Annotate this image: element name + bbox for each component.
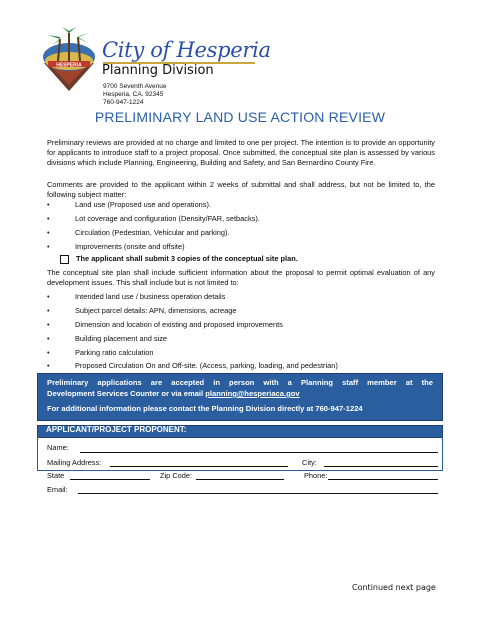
mailing-address-label: Mailing Address: (47, 458, 102, 467)
email-link[interactable]: planning@hesperiaca.gov (205, 389, 300, 398)
copies-checkbox[interactable] (60, 255, 69, 264)
email-field[interactable] (78, 493, 438, 494)
applicant-note: The applicant shall submit 3 copies of the conceptual site plan. (76, 254, 298, 263)
city-seal-logo (40, 27, 98, 93)
list-item: • Dimension and location of existing and proposed improvements (47, 320, 283, 329)
list-item: • Lot coverage and configuration (Density/FAR, setbacks). (47, 214, 260, 223)
notice-line-2: Development Services Counter or via email planning@hesperiaca.gov (47, 389, 300, 398)
comments-paragraph: Comments are provided to the applicant within 2 weeks of submittal and shall address, but not be limited to, the following subject matter: (47, 180, 435, 200)
notice-line-1: Preliminary applications are accepted in person with a Planning staff member at the (47, 378, 433, 387)
seal-lettering: HESPERIA (56, 62, 82, 69)
email-label: Email: (47, 485, 68, 494)
list-item: • Circulation (Pedestrian, Vehicular and parking). (47, 228, 230, 237)
page-title: PRELIMINARY LAND USE ACTION REVIEW (94, 109, 386, 125)
mailing-address-field[interactable] (110, 466, 288, 467)
zip-code-label: Zip Code: (160, 471, 193, 480)
city-label: City: (302, 458, 317, 467)
state-label: State (47, 471, 65, 480)
division-name: Planning Division (102, 63, 214, 78)
notice-line-3: For additional information please contact the Planning Division directly at 760-947-1224 (47, 404, 363, 413)
section-heading: APPLICANT/PROJECT PROPONENT: (46, 425, 187, 434)
phone-label: Phone: (304, 471, 328, 480)
intro-paragraph: Preliminary reviews are provided at no charge and limited to one per project. The intention is to provide an opportunity for applicants to introduce staff to a project proposal. Once submitted, the conceptual site plan is assessed by various divisions which include Planning, Engineering, Building and Safety, and San Bernardino County Fire. (47, 138, 435, 168)
continued-note: Continued next page (352, 583, 436, 592)
list-item: • Land use (Proposed use and operations). (47, 200, 211, 209)
list-item: • Proposed Circulation On and Off-site. (Access, parking, loading, and pedestrian) (47, 361, 338, 370)
address-line-1: 9700 Seventh Avenue (103, 83, 167, 90)
name-label: Name: (47, 443, 69, 452)
list-item: • Subject parcel details: APN, dimensions, acreage (47, 306, 237, 315)
city-name-logo: City of Hesperia (102, 38, 271, 62)
address-line-2: Hesperia, CA. 92345 (103, 91, 164, 98)
name-field[interactable] (80, 452, 438, 453)
phone-number: 760-947-1224 (103, 99, 144, 106)
list-item: • Parking ratio calculation (47, 348, 154, 357)
list-item: • Building placement and size (47, 334, 168, 343)
list-item: • Improvements (onsite and offsite) (47, 242, 185, 251)
phone-field[interactable] (328, 479, 438, 480)
list-item: • Intended land use / business operation details (47, 292, 226, 301)
state-field[interactable] (70, 479, 150, 480)
city-field[interactable] (324, 466, 438, 467)
zip-code-field[interactable] (196, 479, 284, 480)
site-plan-paragraph: The conceptual site plan shall include sufficient information about the proposal to permit optimal evaluation of any development issues. This shall include but is not limited to: (47, 268, 435, 288)
